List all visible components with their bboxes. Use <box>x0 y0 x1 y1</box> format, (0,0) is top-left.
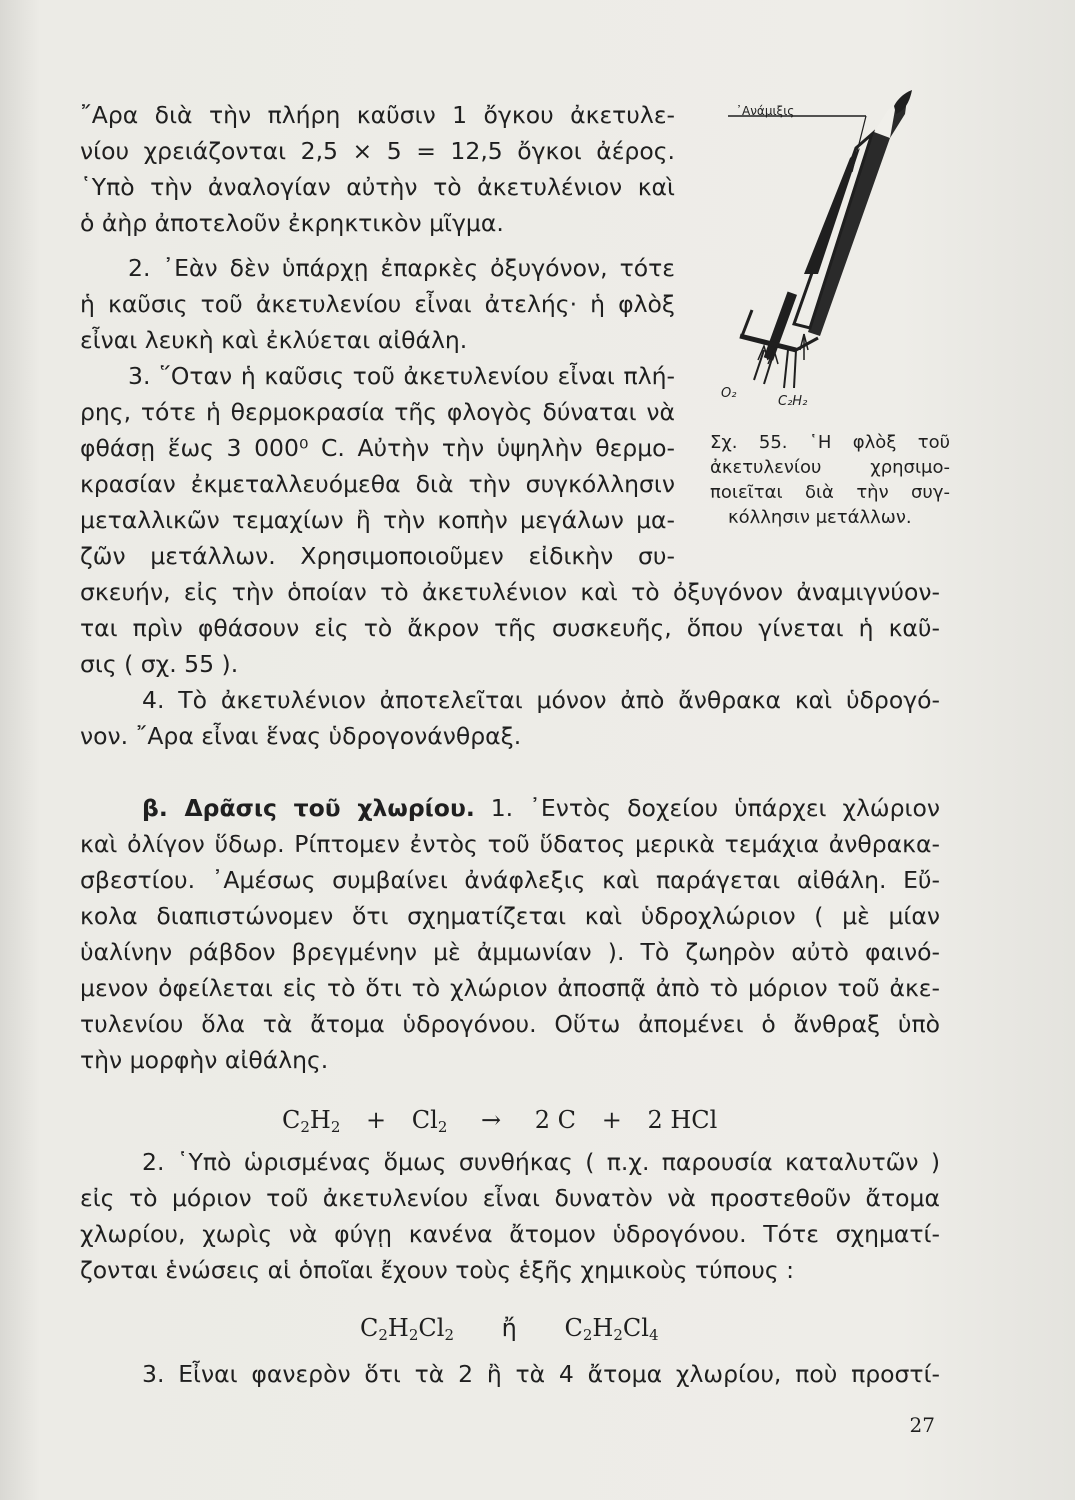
caption-line: κόλλησιν μετάλλων. <box>728 507 912 528</box>
text-line: καὶ ὀλίγον ὕδωρ. Ρίπτομεν ἐντὸς τοῦ ὕδατος μερικὰ τεμάχια ἀνθρακα- <box>80 830 940 858</box>
text-line: φθάσῃ ἕως 3 000⁰ C. Αὐτὴν τὴν ὑψηλὴν θερμο- <box>80 434 675 462</box>
section-heading: β. Δρᾶσις τοῦ χλωρίου. <box>142 794 475 822</box>
formula-part: 2 HCl <box>647 1106 718 1134</box>
text-line: τυλενίου ὅλα τὰ ἄτομα ὑδρογόνου. Οὕτω ἀπομένει ὁ ἄνθραξ ὑπὸ <box>80 1010 940 1038</box>
text-line: εἰς τὸ μόριον τοῦ ἀκετυλενίου εἶναι δυνατὸν νὰ προστεθοῦν ἄτομα <box>80 1184 940 1212</box>
text-line: κολα διαπιστώνομεν ὅτι σχηματίζεται καὶ ὑδροχλώριον ( μὲ μίαν <box>80 902 940 930</box>
text-line: νον. ῎Αρα εἶναι ἕνας ὑδρογονάνθραξ. <box>80 722 522 750</box>
text-line: σκευήν, εἰς τὴν ὁποίαν τὸ ἀκετυλένιον καὶ τὸ ὀξυγόνον ἀναμιγνύον- <box>80 578 940 606</box>
text-line: χλωρίου, χωρὶς νὰ φύγῃ κανένα ἄτομον ὑδρογόνου. Τότε σχηματί- <box>80 1220 940 1248</box>
formula-sub: 2 <box>437 1118 448 1136</box>
text-line: σβεστίου. ᾿Αμέσως συμβαίνει ἀνάφλεξις καὶ παράγεται αἰθάλη. Εὔ- <box>80 866 940 894</box>
text-line: 2. ᾿Εὰν δὲν ὑπάρχῃ ἐπαρκὲς ὀξυγόνον, τότε <box>128 254 675 282</box>
section-first-line: 1. ᾿Εντὸς δοχείου ὑπάρχει χλώριον <box>474 794 940 822</box>
text-line: ζῶν μετάλλων. Χρησιμοποιοῦμεν εἰδικὴν συ- <box>80 542 675 570</box>
text-line: ὁ ἀὴρ ἀποτελοῦν ἐκρηκτικὸν μῖγμα. <box>80 209 504 237</box>
text-line: ἡ καῦσις τοῦ ἀκετυλενίου εἶναι ἀτελής· ἡ φλὸξ <box>80 290 675 318</box>
paragraph-2 <box>80 250 675 358</box>
c2h2-label: C₂H₂ <box>778 394 808 409</box>
welding-torch-figure <box>700 88 940 418</box>
equation-acetylene-chlorine <box>282 1106 717 1136</box>
text-line: 4. Τὸ ἀκετυλένιον ἀποτελεῖται μόνον ἀπὸ ἄνθρακα καὶ ὑδρογό- <box>142 686 940 714</box>
paragraph-4 <box>80 682 940 754</box>
text-line: ῾Υπὸ τὴν ἀναλογίαν αὐτὴν τὸ ἀκετυλένιον καὶ <box>80 173 675 201</box>
text-line <box>80 790 940 826</box>
formula-part: H <box>592 1314 614 1342</box>
text-line: 3. ῞Οταν ἡ καῦσις τοῦ ἀκετυλενίου εἶναι πλή- <box>128 362 675 390</box>
caption-line: Σχ. 55. ῾Η φλὸξ τοῦ <box>710 432 950 453</box>
chlorinated-formulas <box>360 1314 659 1344</box>
text-line: 2. ῾Υπὸ ὡρισμένας ὅμως συνθήκας ( π.χ. παρουσία καταλυτῶν ) <box>142 1148 940 1176</box>
page-number: 27 <box>909 1413 935 1437</box>
caption-line: ἀκετυλενίου χρησιμο- <box>710 457 950 478</box>
text-line: ῎Αρα διὰ τὴν πλήρη καῦσιν 1 ὄγκου ἀκετυλε- <box>80 101 675 129</box>
formula-sub: 2 <box>613 1326 623 1344</box>
formula-part: C <box>564 1314 583 1342</box>
formula-sub: 2 <box>378 1326 388 1344</box>
text-line: ρης, τότε ἡ θερμοκρασία τῆς φλογὸς δύναται νὰ <box>80 398 675 426</box>
text-line: σις ( σχ. 55 ). <box>80 650 239 678</box>
text-line: ὑαλίνην ράβδον βρεγμένην μὲ ἀμμωνίαν ). Τὸ ζωηρὸν αὐτὸ φαινό- <box>80 938 940 966</box>
paragraph-3-wide <box>80 574 940 682</box>
formula-sub: 2 <box>300 1118 310 1136</box>
o2-label: O₂ <box>721 386 737 401</box>
paragraph-b3 <box>80 1356 940 1392</box>
paragraph-3-narrow <box>80 358 675 574</box>
reaction-arrow: → <box>481 1106 502 1134</box>
text-line: 3. Εἶναι φανερὸν ὅτι τὰ 2 ἢ τὰ 4 ἄτομα χλωρίου, ποὺ προστί- <box>142 1360 940 1388</box>
formula-sub: 2 <box>444 1326 454 1344</box>
section-b <box>80 790 940 1078</box>
caption-line: ποιεῖται διὰ τὴν συγ- <box>710 482 950 503</box>
text-line: ται πρὶν φθάσουν εἰς τὸ ἄκρον τῆς συσκευῆς, ὅπου γίνεται ἡ καῦ- <box>80 614 940 642</box>
formula-part: H <box>309 1106 331 1134</box>
plus-sign: + <box>601 1106 622 1134</box>
text-line: νίου χρειάζονται 2,5 × 5 = 12,5 ὄγκοι ἀέρος. <box>80 137 675 165</box>
figure-caption <box>710 430 950 530</box>
formula-part: C <box>282 1106 301 1134</box>
plus-sign: + <box>366 1106 387 1134</box>
text-line: εἶναι λευκὴ καὶ ἐκλύεται αἰθάλη. <box>80 326 468 354</box>
formula-sub: 2 <box>330 1118 341 1136</box>
formula-sub: 4 <box>648 1326 659 1344</box>
or-word: ἤ <box>501 1314 517 1342</box>
paragraph-1 <box>80 97 675 241</box>
formula-sub: 2 <box>582 1326 593 1344</box>
formula-part: 2 C <box>534 1106 577 1134</box>
formula-part: C <box>360 1314 379 1342</box>
formula-sub: 2 <box>408 1326 419 1344</box>
text-line: ζονται ἑνώσεις αἱ ὁποῖαι ἔχουν τοὺς ἑξῆς χημικοὺς τύπους : <box>80 1256 795 1284</box>
text-line: τὴν μορφὴν αἰθάλης. <box>80 1046 329 1074</box>
mixing-label: ᾿Ανάμιξις <box>736 104 795 118</box>
text-line: κρασίαν ἐκμεταλλευόμεθα διὰ τὴν συγκόλλησιν <box>80 470 675 498</box>
formula-part: Cl <box>411 1106 438 1134</box>
formula-part: Cl <box>418 1314 445 1342</box>
text-line: μεταλλικῶν τεμαχίων ἢ τὴν κοπὴν μεγάλων μα- <box>80 506 675 534</box>
formula-part: H <box>387 1314 409 1342</box>
formula-part: Cl <box>622 1314 649 1342</box>
text-line: μενον ὀφείλεται εἰς τὸ ὅτι τὸ χλώριον ἀποσπᾷ ἀπὸ τὸ μόριον τοῦ ἀκε- <box>80 974 940 1002</box>
paragraph-b2 <box>80 1144 940 1288</box>
